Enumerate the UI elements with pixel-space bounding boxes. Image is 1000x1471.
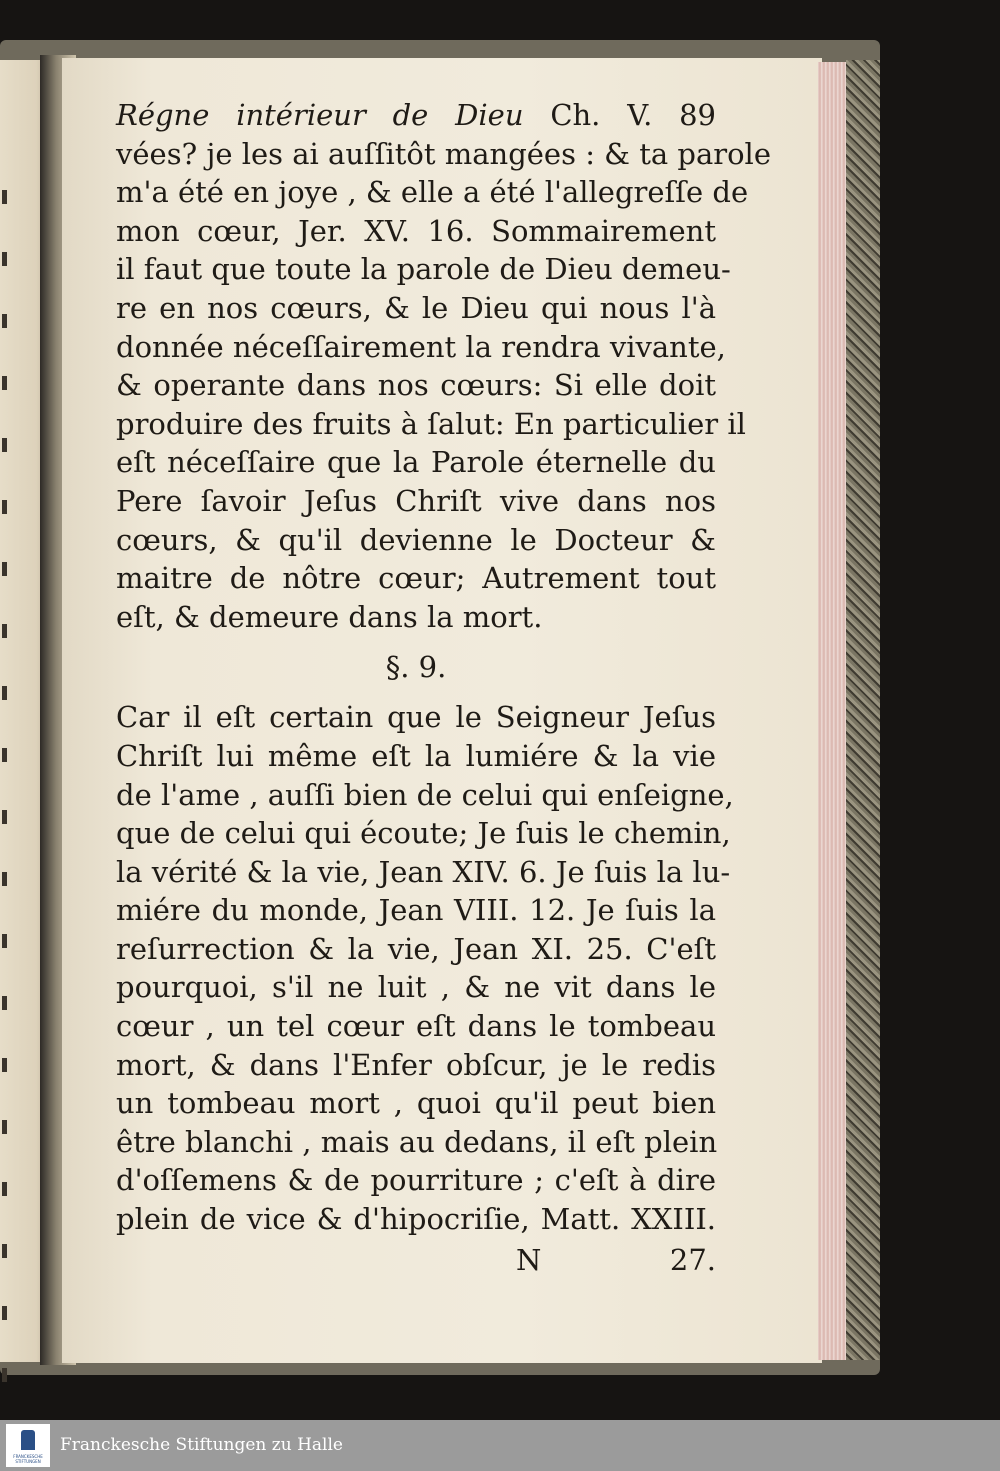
text-line: être blanchi , mais au dedans, il eſt plein — [116, 1124, 718, 1159]
chapter-label: Ch. V. — [550, 98, 653, 132]
text-line: m'a été en joye , & elle a été l'allegreſſe de — [116, 175, 749, 210]
page-text — [116, 96, 771, 1281]
left-page-text-remnants — [0, 190, 14, 1390]
text-line: re en nos cœurs, & le Dieu qui nous l'à — [116, 290, 716, 325]
text-line: Chriſt lui même eſt la lumiére & la vie — [116, 738, 716, 773]
text-line: donnée néceſſairement la rendra vivante, — [116, 329, 726, 364]
text-line: Car il eſt certain que le Seigneur Jeſus — [116, 700, 716, 735]
text-line: que de celui qui écoute; Je ſuis le chemin, — [116, 816, 731, 851]
text-line: d'oſſemens & de pourriture ; c'eſt à dire — [116, 1163, 716, 1198]
text-line: reſurrection & la vie, Jean XI. 25. C'eſt — [116, 931, 716, 966]
text-line: mon cœur, Jer. XV. 16. Sommairement — [116, 213, 716, 248]
emblem-icon — [21, 1430, 35, 1450]
text-line: Pere ſavoir Jeſus Chriſt vive dans nos — [116, 483, 716, 518]
text-line: vées? je les ai auſſitôt mangées : & ta parole — [116, 136, 771, 171]
page-edge-red — [818, 62, 848, 1360]
text-line: pourquoi, s'il ne luit , & ne vit dans le — [116, 970, 716, 1005]
text-line: il faut que toute la parole de Dieu demeu- — [116, 252, 731, 287]
text-line: eſt, & demeure dans la mort. — [116, 599, 543, 634]
text-line: maitre de nôtre cœur; Autrement tout — [116, 561, 716, 596]
paragraph-1 — [116, 135, 771, 637]
page-footer — [116, 1239, 716, 1281]
text-line: cœur , un tel cœur eſt dans le tombeau — [116, 1009, 716, 1044]
viewer-footer-bar — [0, 1420, 1000, 1471]
logo-caption: FRANCKESCHE STIFTUNGEN — [13, 1454, 43, 1464]
page-number: 89 — [679, 98, 717, 132]
institution-name: Franckesche Stiftungen zu Halle — [60, 1435, 343, 1455]
text-line: & operante dans nos cœurs: Si elle doit — [116, 368, 716, 403]
text-line: plein de vice & d'hipocriſie, Matt. XXIII. — [116, 1202, 716, 1237]
text-line: produire des fruits à ſalut: En particulier il — [116, 406, 746, 441]
institution-logo[interactable] — [6, 1424, 50, 1467]
catchword: 27. — [669, 1242, 716, 1277]
running-title: Régne intérieur de Dieu — [116, 98, 524, 132]
signature-mark: N — [516, 1242, 542, 1277]
text-line: de l'ame , auſſi bien de celui qui enſeigne, — [116, 777, 734, 812]
text-line: la vérité & la vie, Jean XIV. 6. Je ſuis la lu- — [116, 854, 731, 889]
section-mark: §. 9. — [385, 650, 447, 685]
text-line: un tombeau mort , quoi qu'il peut bien — [116, 1086, 716, 1121]
text-line: cœurs, & qu'il devienne le Docteur & — [116, 522, 716, 557]
cover-board-edge — [846, 60, 880, 1360]
paragraph-2 — [116, 698, 734, 1238]
text-line: eſt néceſſaire que la Parole éternelle du — [116, 445, 716, 480]
text-line: miére du monde, Jean VIII. 12. Je ſuis la — [116, 893, 716, 928]
running-header — [116, 96, 716, 135]
text-line: mort, & dans l'Enfer obſcur, je le redis — [116, 1047, 716, 1082]
